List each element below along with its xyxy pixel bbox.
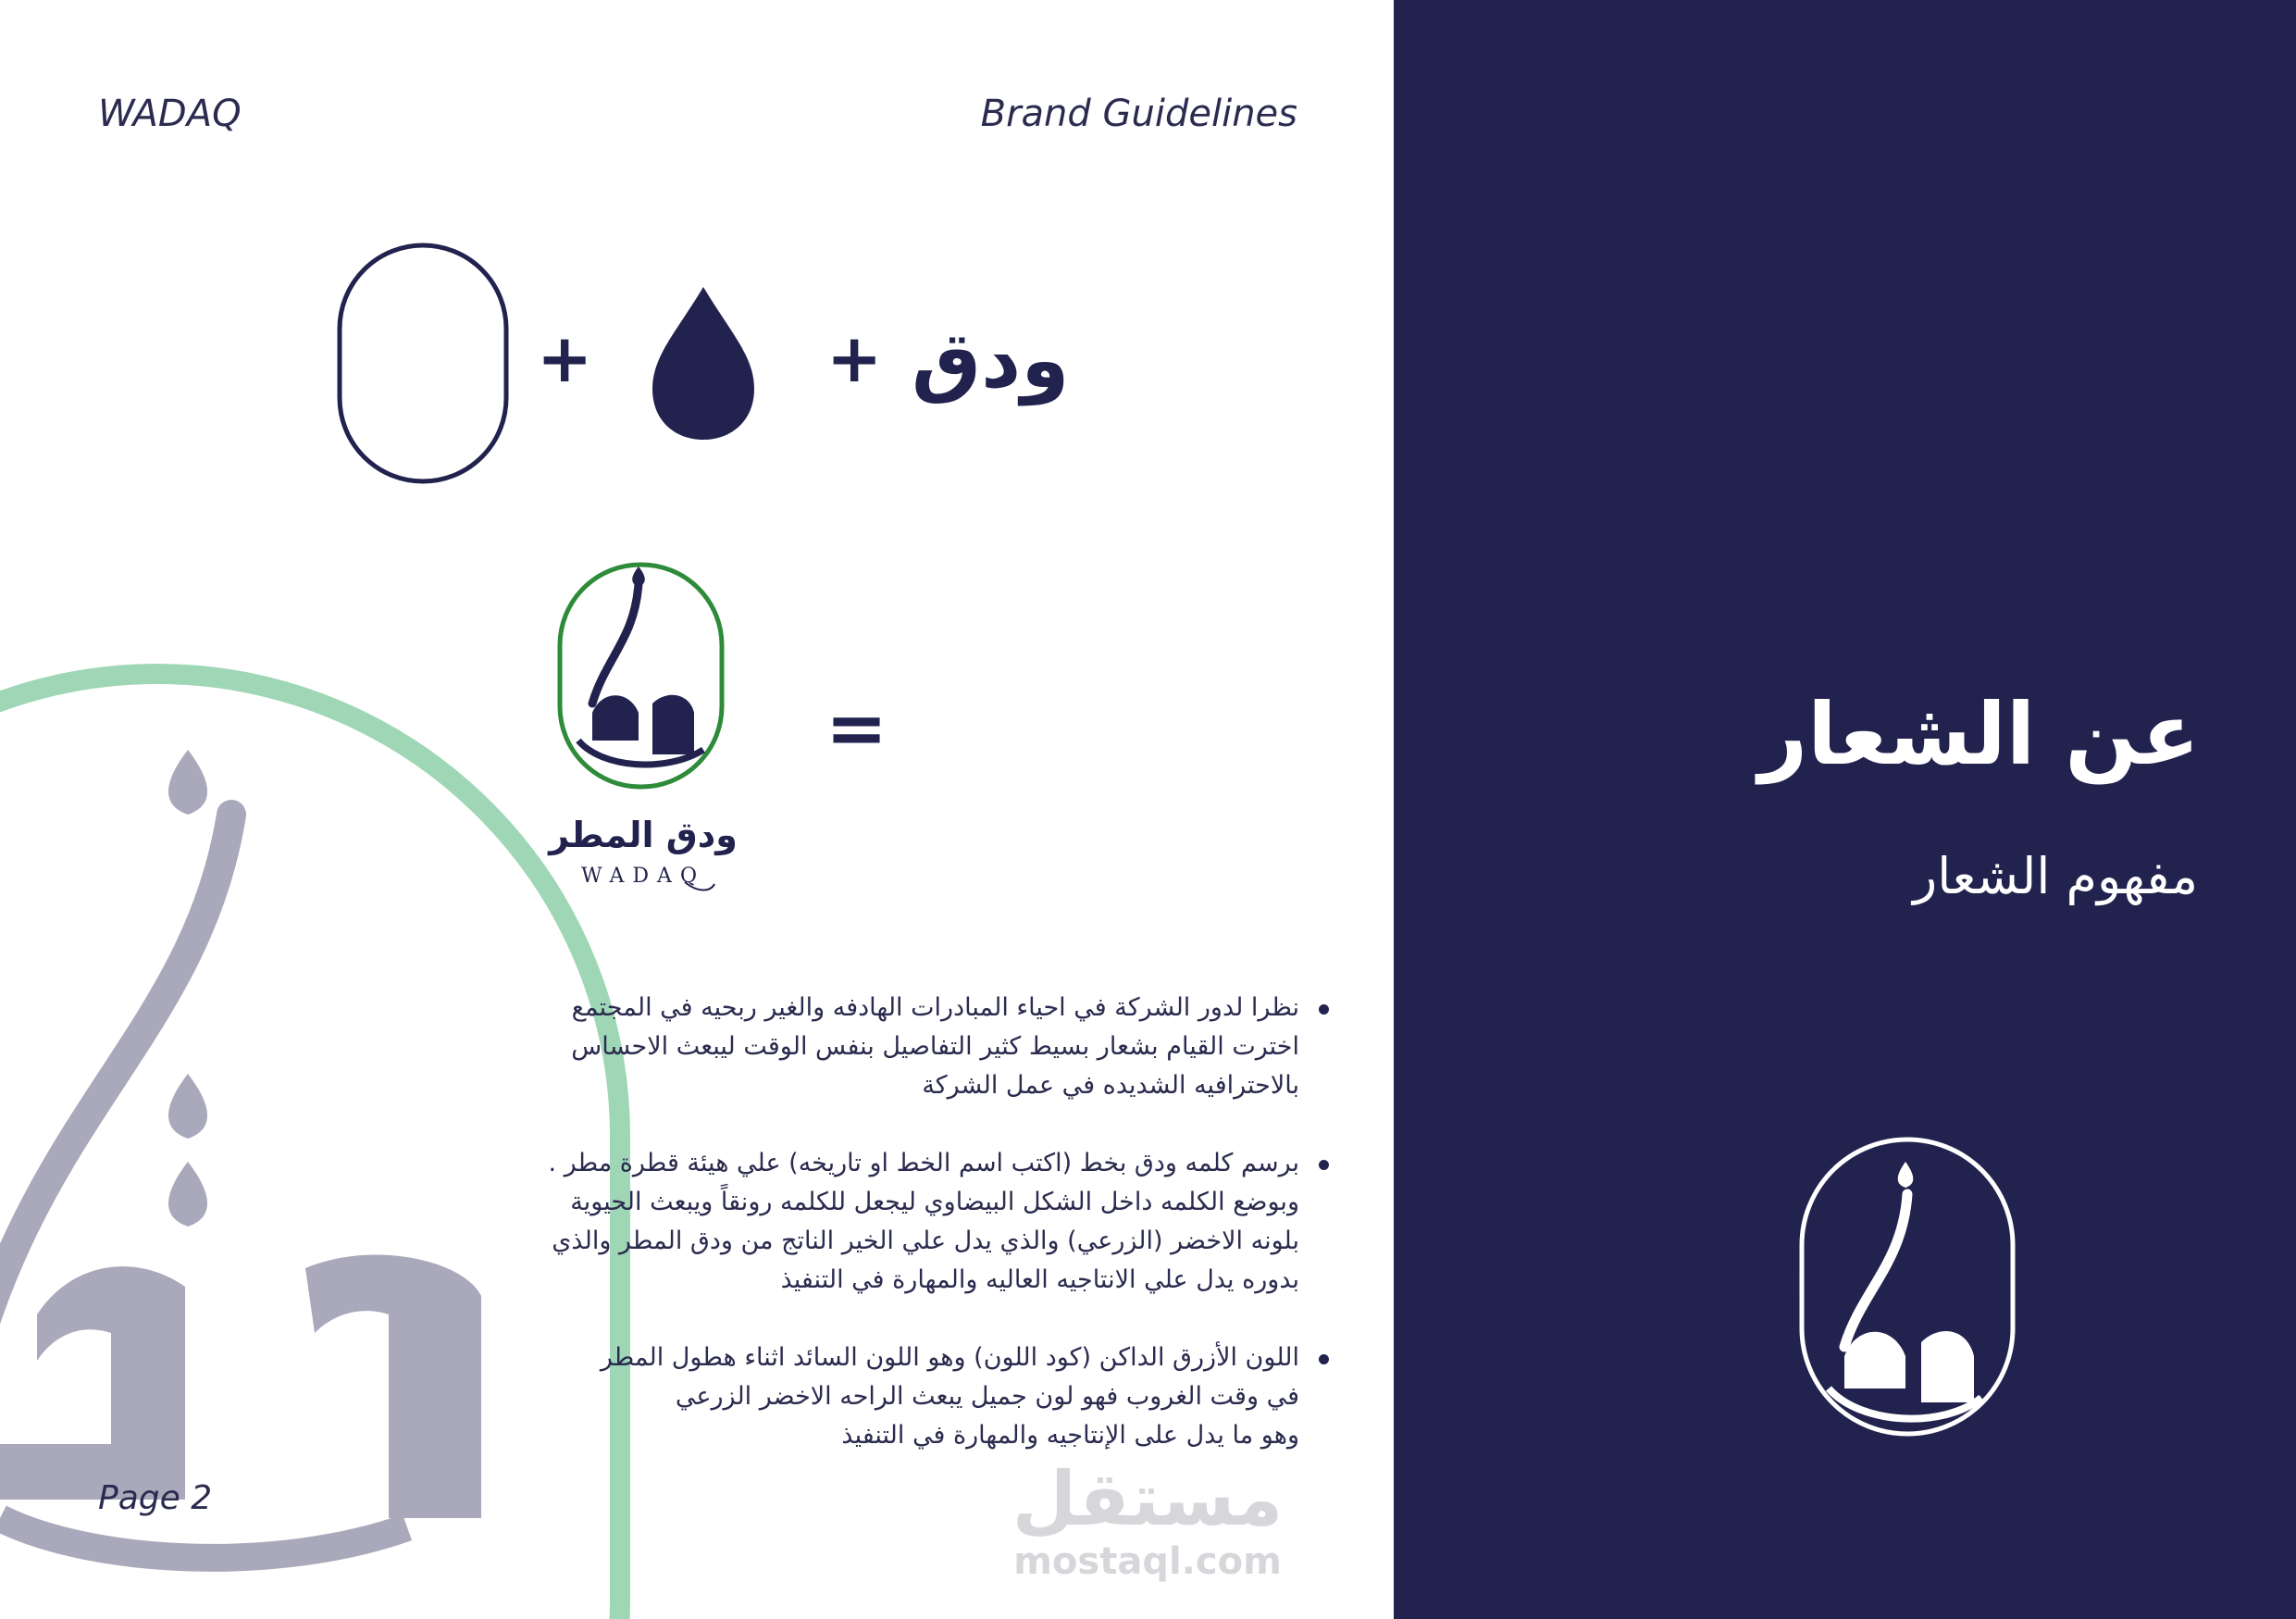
bullet-dot-icon [1319, 1160, 1329, 1170]
bullet-line: بدوره يدل علي الانتاجيه العاليه والمهارة في التنفيذ [780, 1265, 1299, 1294]
watermark-arabic: مستقل [1011, 1456, 1284, 1542]
page-number: Page 2 [98, 1479, 213, 1517]
bullet-line: اخترت القيام بشعار بسيط كثير التفاصيل بنفس الوقت ليبعث الاحساس [571, 1032, 1299, 1061]
plus-sign: + [826, 319, 883, 397]
concept-bullets [407, 989, 1333, 1494]
title-panel [1394, 0, 2296, 1619]
plus-sign: + [537, 319, 593, 397]
panel-subtitle: مفهوم الشعار [1913, 847, 2198, 905]
panel-title: عن الشعار [1758, 685, 2200, 784]
bullet-line: اللون الأزرق الداكن (كود اللون) وهو اللون السائد اثناء هطول المطر [600, 1343, 1299, 1372]
logo-white-drop [1898, 1162, 1914, 1188]
logo-white-body-1 [1844, 1332, 1905, 1389]
bullet-dot-icon [1319, 1354, 1329, 1364]
bullet-line: بلونه الاخضر (الزرعي) والذي يدل علي الخير الناتج من ودق المطر والذي [552, 1227, 1299, 1255]
bullet-line: وهو ما يدل على الإنتاجيه والمهارة في التنفيذ [841, 1421, 1299, 1450]
bullet-dot-icon [1319, 1004, 1329, 1015]
bullet-line: في وقت الغروب فهو لون جميل يبعث الراحه الاخضر الزرعي [675, 1382, 1299, 1411]
bullet-line: وبوضع الكلمه داخل الشكل البيضاوي ليجعل للكلمه رونقاً ويبعث الحيوية [570, 1188, 1299, 1216]
logo-calligraphy-stroke [592, 583, 639, 704]
logo-white-body-2 [1921, 1331, 1974, 1402]
bullet-item [407, 989, 1333, 1105]
logo-white-stroke [1844, 1194, 1907, 1347]
brand-name: WADAQ [98, 93, 242, 135]
document-title: Brand Guidelines [980, 93, 1297, 135]
logo-drop-small [632, 567, 645, 587]
bullet-item [407, 1144, 1333, 1300]
logo-calligraphy-base [592, 695, 694, 754]
bullet-line: برسم كلمه ودق بخط (اكتب اسم الخط او تاريخه) علي هيئة قطرة مطر . [548, 1149, 1299, 1177]
water-drop-icon [652, 287, 754, 440]
watermark-url: mostaql.com [1013, 1540, 1282, 1583]
logo-white-icon [1796, 1134, 2018, 1439]
oval-shape-icon [340, 245, 506, 481]
formula-word: ودق [912, 315, 1070, 405]
equals-sign: = [825, 685, 888, 771]
bullet-line: بالاحترافيه الشديده في عمل الشركة [922, 1071, 1299, 1100]
bullet-line: نظرا لدور الشركة في احياء المبادرات الهادفه والغير ربحيه في المجتمع [571, 993, 1299, 1022]
watermark [1009, 1458, 1286, 1582]
bullet-item [407, 1339, 1333, 1455]
logo-latin-name: WADAQ [581, 865, 705, 888]
logo-arabic-name: ودق المطر [549, 815, 738, 855]
